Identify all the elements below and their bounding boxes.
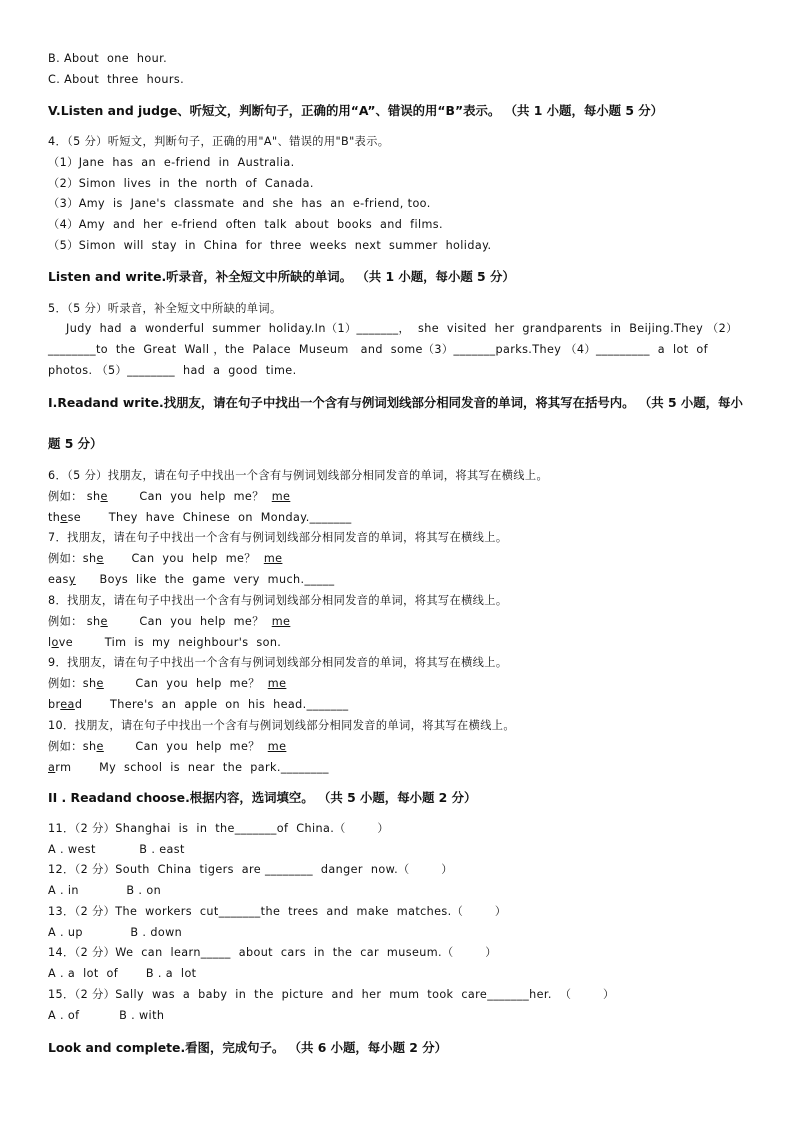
word-sentence-line: arm My school is near the park.________: [48, 761, 329, 774]
passage-line: Judy had a wonderful summer holiday.In（1）_______， she visited her grandparents in Beijing.They （2）: [66, 322, 738, 335]
passage-line: photos. （5）________ had a good time.: [48, 364, 297, 377]
mc-question: 13．（2 分）The workers cut_______the trees and make matches.（ ）: [48, 905, 507, 918]
mc-options: A . of B . with: [48, 1009, 165, 1022]
example-line: 例如：she Can you help me？ me: [48, 677, 287, 690]
mc-question: 11．（2 分）Shanghai is in the_______of China.（ ）: [48, 822, 389, 835]
question-intro: 5．（5 分）听录音，补全短文中所缺的单词。: [48, 302, 282, 315]
mc-options: A . in B . on: [48, 884, 162, 897]
example-line: 例如： she Can you help me？ me: [48, 615, 291, 628]
question-intro: 8．找朋友，请在句子中找出一个含有与例词划线部分相同发音的单词，将其写在横线上。: [48, 594, 508, 607]
mc-question: 15．（2 分）Sally was a baby in the picture and her mum took care_______her. （ ）: [48, 988, 615, 1001]
example-line: 例如：she Can you help me？ me: [48, 552, 283, 565]
option-b: B. About one hour.: [48, 52, 168, 65]
example-line: 例如： she Can you help me？ me: [48, 490, 291, 503]
question-intro: 4．（5 分）听短文，判断句子，正确的用"A"、错误的用"B"表示。: [48, 135, 390, 148]
question-intro: 6．（5 分）找朋友，请在句子中找出一个含有与例词划线部分相同发音的单词，将其写在横线上。: [48, 469, 549, 482]
section-title-read-write: I.Readand write.找朋友，请在句子中找出一个含有与例词划线部分相同发音的单词，将其写在括号内。 （共 5 小题，每小: [48, 395, 743, 410]
passage-line: ________to the Great Wall ，the Palace Museum and some（3）_______parks.They （4）_________ a lot of: [48, 343, 708, 356]
question-intro: 7．找朋友，请在句子中找出一个含有与例词划线部分相同发音的单词，将其写在横线上。: [48, 531, 508, 544]
section-title-read-write-cont: 题 5 分）: [48, 436, 103, 451]
word-sentence-line: bread There's an apple on his head._______: [48, 698, 349, 711]
question-intro: 9．找朋友，请在句子中找出一个含有与例词划线部分相同发音的单词，将其写在横线上。: [48, 656, 508, 669]
section-title-read-choose: II . Readand choose.根据内容，选词填空。 （共 5 小题，每小题 2 分）: [48, 790, 477, 805]
statement: （2）Simon lives in the north of Canada.: [48, 177, 314, 190]
mc-options: A . west B . east: [48, 843, 185, 856]
section-title-listen-judge: V.Listen and judge、听短文，判断句子，正确的用“A”、错误的用“B”表示。 （共 1 小题，每小题 5 分）: [48, 103, 664, 118]
option-c: C. About three hours.: [48, 73, 185, 86]
statement: （4）Amy and her e-friend often talk about books and films.: [48, 218, 443, 231]
word-sentence-line: these They have Chinese on Monday._______: [48, 511, 352, 524]
word-sentence-line: love Tim is my neighbour's son.: [48, 636, 282, 649]
word-sentence-line: easy Boys like the game very much._____: [48, 573, 335, 586]
statement: （1）Jane has an e-friend in Australia.: [48, 156, 295, 169]
example-line: 例如：she Can you help me？ me: [48, 740, 287, 753]
mc-options: A . up B . down: [48, 926, 183, 939]
mc-question: 12．（2 分）South China tigers are ________ danger now.（ ）: [48, 863, 453, 876]
mc-options: A . a lot of B . a lot: [48, 967, 197, 980]
section-title-look-complete: Look and complete.看图，完成句子。 （共 6 小题，每小题 2 分）: [48, 1040, 448, 1055]
question-intro: 10．找朋友，请在句子中找出一个含有与例词划线部分相同发音的单词，将其写在横线上。: [48, 719, 515, 732]
statement: （5）Simon will stay in China for three weeks next summer holiday.: [48, 239, 492, 252]
statement: （3）Amy is Jane's classmate and she has an e-friend, too.: [48, 197, 431, 210]
mc-question: 14．（2 分）We can learn_____ about cars in the car museum.（ ）: [48, 946, 497, 959]
section-title-listen-write: Listen and write.听录音，补全短文中所缺的单词。 （共 1 小题，每小题 5 分）: [48, 269, 515, 284]
